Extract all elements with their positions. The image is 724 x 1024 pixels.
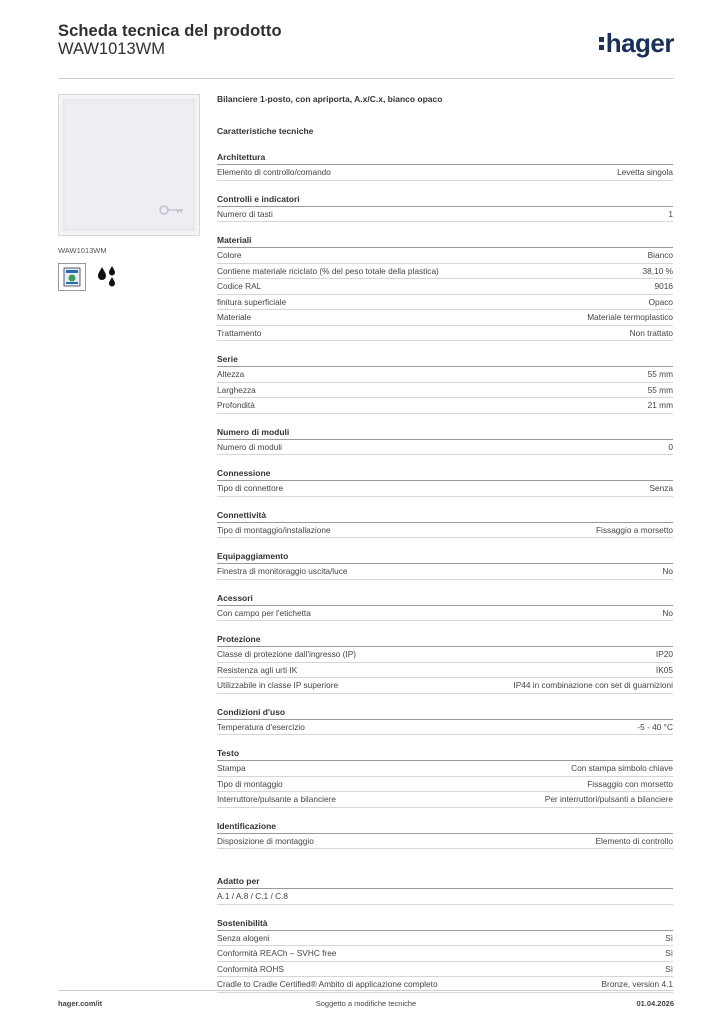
spec-row <box>217 440 673 456</box>
spec-row <box>217 889 673 905</box>
spec-value: Bronze, version 4.1 <box>601 979 673 989</box>
spec-label: Codice RAL <box>217 281 262 291</box>
spec-value: 0 <box>668 441 673 452</box>
spec-label: Disposizione di montaggio <box>217 835 314 846</box>
spec-row <box>217 326 673 342</box>
spec-label: Tipo di montaggio/installazione <box>217 524 331 535</box>
spec-row <box>217 720 673 736</box>
logo-text: hager <box>605 28 674 58</box>
spec-row <box>217 481 673 497</box>
spec-value: No <box>662 566 673 576</box>
section-title: Condizioni d'uso <box>217 705 673 720</box>
footer-website: hager.com/it <box>58 999 103 1008</box>
spec-row <box>217 383 673 399</box>
suitable-section <box>217 874 673 905</box>
section-title: Numero di moduli <box>217 425 673 440</box>
section-title: Adatto per <box>217 874 673 889</box>
spec-label: Tipo di montaggio <box>217 778 283 789</box>
page-footer <box>58 990 674 1011</box>
spec-row <box>217 834 673 850</box>
spec-label: Resistenza agli urti IK <box>217 664 298 675</box>
spec-value: Materiale termoplastico <box>587 312 673 322</box>
spec-row <box>217 777 673 793</box>
spec-section <box>217 591 673 622</box>
product-code: WAW1013WM <box>58 40 165 58</box>
footer-note: Soggetto a modifiche tecniche <box>315 999 417 1008</box>
spec-row <box>217 398 673 414</box>
spec-label: Stampa <box>217 763 246 773</box>
spec-label: Larghezza <box>217 384 256 395</box>
page-header <box>58 22 674 78</box>
spec-label: Conformità REACh – SVHC free <box>217 948 337 958</box>
section-title: Serie <box>217 352 673 367</box>
spec-section <box>217 508 673 539</box>
spec-value: 38,10 % <box>642 265 673 276</box>
spec-value: Non trattato <box>629 327 673 338</box>
section-title: Sostenibilità <box>217 916 673 931</box>
spec-value: Sì <box>665 932 673 943</box>
badge-row <box>58 263 202 291</box>
spec-label: Classe di protezione dall'ingresso (IP) <box>217 649 357 659</box>
product-image <box>58 94 200 236</box>
spec-value: Sì <box>665 948 673 958</box>
spec-row <box>217 564 673 580</box>
section-title: Testo <box>217 746 673 761</box>
spec-label: Contiene materiale riciclato (% del peso totale della plastica) <box>217 265 439 276</box>
section-title: Connessione <box>217 466 673 481</box>
spec-value: 55 mm <box>647 369 673 379</box>
spec-section <box>217 632 673 694</box>
section-title: Controlli e indicatori <box>217 192 673 207</box>
spec-row <box>217 367 673 383</box>
spec-row <box>217 207 673 223</box>
spec-section <box>217 150 673 181</box>
spec-row <box>217 931 673 947</box>
header-divider <box>58 78 674 79</box>
spec-label: Numero di tasti <box>217 208 273 219</box>
product-image-panel <box>58 94 202 291</box>
spec-value: -5 - 40 °C <box>637 721 673 732</box>
spec-row <box>217 606 673 622</box>
eco-label-icon <box>58 263 86 291</box>
spec-label: Finestra di monitoraggio uscita/luce <box>217 566 348 576</box>
spec-row <box>217 295 673 311</box>
spec-value: Elemento di controllo <box>595 835 673 846</box>
spec-label: Utilizzabile in classe IP superiore <box>217 680 339 690</box>
spec-section <box>217 705 673 736</box>
spec-section <box>217 874 673 905</box>
product-description: Bilanciere 1-posto, con apriporta, A.x/C.x, bianco opaco <box>217 94 443 104</box>
spec-label: Conformità ROHS <box>217 963 284 974</box>
spec-label: A.1 / A.8 / C.1 / C.8 <box>217 891 289 901</box>
spec-row <box>217 264 673 280</box>
spec-row <box>217 279 673 295</box>
section-title: Architettura <box>217 150 673 165</box>
spec-label: Profondità <box>217 400 255 410</box>
section-title: Acessori <box>217 591 673 606</box>
spec-row <box>217 248 673 264</box>
spec-value: IP20 <box>655 649 673 659</box>
spec-row <box>217 678 673 694</box>
spec-value: Per interruttori/pulsanti a bilanciere <box>544 794 673 804</box>
spec-value: IP44 in combinazione con set di guarnizioni <box>513 680 673 690</box>
spec-row <box>217 792 673 808</box>
section-title: Connettività <box>217 508 673 523</box>
spec-value: 1 <box>668 208 673 219</box>
spec-row <box>217 647 673 663</box>
footer-date: 01.04.2026 <box>636 999 674 1008</box>
key-symbol-icon <box>159 204 185 216</box>
spec-sheet <box>217 94 673 1004</box>
spec-label: Temperatura d'esercizio <box>217 721 305 732</box>
spec-value: 9016 <box>654 281 673 291</box>
section-title: Equipaggiamento <box>217 549 673 564</box>
tech-heading: Caratteristiche tecniche <box>217 126 314 136</box>
hager-logo <box>599 28 674 59</box>
spec-label: Senza alogeni <box>217 932 270 943</box>
spec-section <box>217 192 673 223</box>
spec-label: Trattamento <box>217 327 262 338</box>
spec-label: Tipo di connettore <box>217 483 284 493</box>
spec-section <box>217 466 673 497</box>
spec-row <box>217 946 673 962</box>
spec-label: Colore <box>217 250 242 260</box>
spec-label: Altezza <box>217 369 245 379</box>
spec-label: Numero di moduli <box>217 441 283 452</box>
spec-row <box>217 663 673 679</box>
spec-label: Cradle to Cradle Certified® Ambito di applicazione completo <box>217 979 438 989</box>
section-title: Identificazione <box>217 819 673 834</box>
image-caption: WAW1013WM <box>58 246 107 255</box>
document-title: Scheda tecnica del prodotto <box>58 22 282 40</box>
spec-value: Con stampa simbolo chiave <box>571 763 673 773</box>
spec-value: IK05 <box>655 664 673 675</box>
spec-label: Elemento di controllo/comando <box>217 167 331 177</box>
spec-row <box>217 523 673 539</box>
spec-section <box>217 233 673 341</box>
spec-value: Sì <box>665 963 673 974</box>
spec-value: Senza <box>649 483 673 493</box>
sustainability-section <box>217 916 673 993</box>
spec-sections <box>217 150 673 849</box>
spec-row <box>217 761 673 777</box>
spec-row <box>217 165 673 181</box>
section-title: Materiali <box>217 233 673 248</box>
spec-section <box>217 352 673 414</box>
spec-value: 21 mm <box>647 400 673 410</box>
spec-section <box>217 819 673 850</box>
droplets-icon <box>94 263 120 289</box>
spec-value: Fissaggio con morsetto <box>587 778 673 789</box>
spec-value: Bianco <box>647 250 673 260</box>
spec-section <box>217 916 673 993</box>
spec-label: finitura superficiale <box>217 296 287 307</box>
spec-value: Opaco <box>648 296 673 307</box>
spec-value: No <box>662 607 673 618</box>
spec-value: Levetta singola <box>617 167 673 177</box>
spec-value: Fissaggio a morsetto <box>595 524 673 535</box>
logo-dots-icon <box>599 37 604 50</box>
spec-section <box>217 746 673 808</box>
spec-label: Interruttore/pulsante a bilanciere <box>217 794 336 804</box>
spec-row <box>217 962 673 978</box>
spec-section <box>217 425 673 456</box>
spec-value: 55 mm <box>647 384 673 395</box>
spec-label: Con campo per l'etichetta <box>217 607 311 618</box>
spec-row <box>217 310 673 326</box>
section-title: Protezione <box>217 632 673 647</box>
spec-label: Materiale <box>217 312 252 322</box>
spec-section <box>217 549 673 580</box>
